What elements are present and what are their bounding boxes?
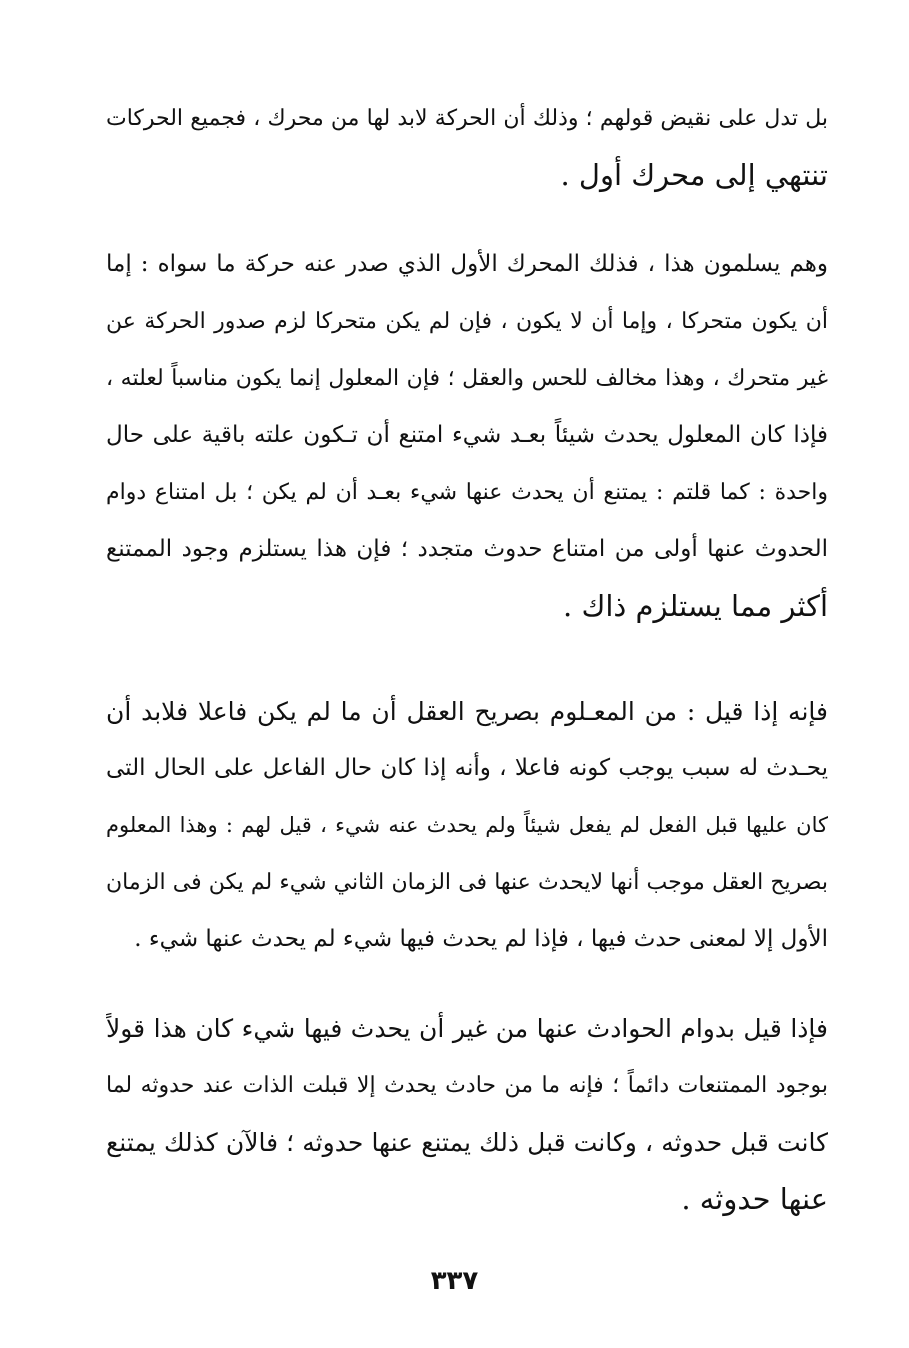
paragraph-line: الحدوث عنها أولى من امتناع حدوث متجدد ؛ فإن هذا يستلزم وجود الممتنع	[106, 536, 828, 562]
paragraph-line: بصريح العقل موجب أنها لايحدث عنها فى الزمان الثاني شيء لم يكن فى الزمان	[106, 870, 828, 895]
paragraph-line: وهم يسلمون هذا ، فذلك المحرك الأول الذي صدر عنه حركة ما سواه : إما	[106, 251, 828, 277]
paragraph-4	[106, 1000, 828, 1228]
paragraph-2	[106, 236, 828, 635]
paragraph-line: فإذا قيل بدوام الحوادث عنها من غير أن يحدث فيها شيء كان هذا قولاً	[106, 1014, 828, 1043]
paragraph-line: يحـدث له سبب يوجب كونه فاعلا ، وأنه إذا كان حال الفاعل على الحال التى	[106, 755, 828, 781]
paragraph-line: بوجود الممتنعات دائماً ؛ فإنه ما من حادث يحدث إلا قبلت الذات عند حدوثه لما	[106, 1073, 828, 1098]
paragraph-line: فإنه إذا قيل : من المعـلوم بصريح العقل أن ما لم يكن فاعلا فلابد أن	[106, 697, 828, 726]
paragraph-line: أكثر مما يستلزم ذاك .	[563, 589, 828, 623]
paragraph-line: كانت قبل حدوثه ، وكانت قبل ذلك يمتنع عنها حدوثه ؛ فالآن كذلك يمتنع	[106, 1128, 828, 1157]
paragraph-line: عنها حدوثه .	[681, 1182, 828, 1216]
paragraph-line: بل تدل على نقيض قولهم ؛ وذلك أن الحركة لابد لها من محرك ، فجميع الحركات	[106, 106, 828, 131]
paragraph-1	[106, 90, 828, 204]
paragraph-line: تنتهي إلى محرك أول .	[560, 158, 828, 192]
paragraph-line: فإذا كان المعلول يحدث شيئاً بعـد شيء امتنع أن تـكون علته باقية على حال	[106, 422, 828, 448]
paragraph-line: غير متحرك ، وهذا مخالف للحس والعقل ؛ فإن المعلول إنما يكون مناسباً لعلته ،	[106, 366, 828, 391]
paragraph-line: واحدة : كما قلتم : يمتنع أن يحدث عنها شيء بعـد أن لم يكن ؛ بل امتناع دوام	[106, 480, 828, 505]
paragraph-3	[106, 683, 828, 968]
paragraph-line: الأول إلا لمعنى حدث فيها ، فإذا لم يحدث فيها شيء لم يحدث عنها شيء .	[134, 926, 828, 952]
paragraph-line: أن يكون متحركا ، وإما أن لا يكون ، فإن لم يكن متحركا لزم صدور الحركة عن	[106, 309, 828, 334]
paragraph-line: كان عليها قبل الفعل لم يفعل شيئاً ولم يحدث عنه شيء ، قيل لهم : وهذا المعلوم	[106, 813, 828, 837]
page-number: ٣٣٧	[430, 1266, 479, 1296]
